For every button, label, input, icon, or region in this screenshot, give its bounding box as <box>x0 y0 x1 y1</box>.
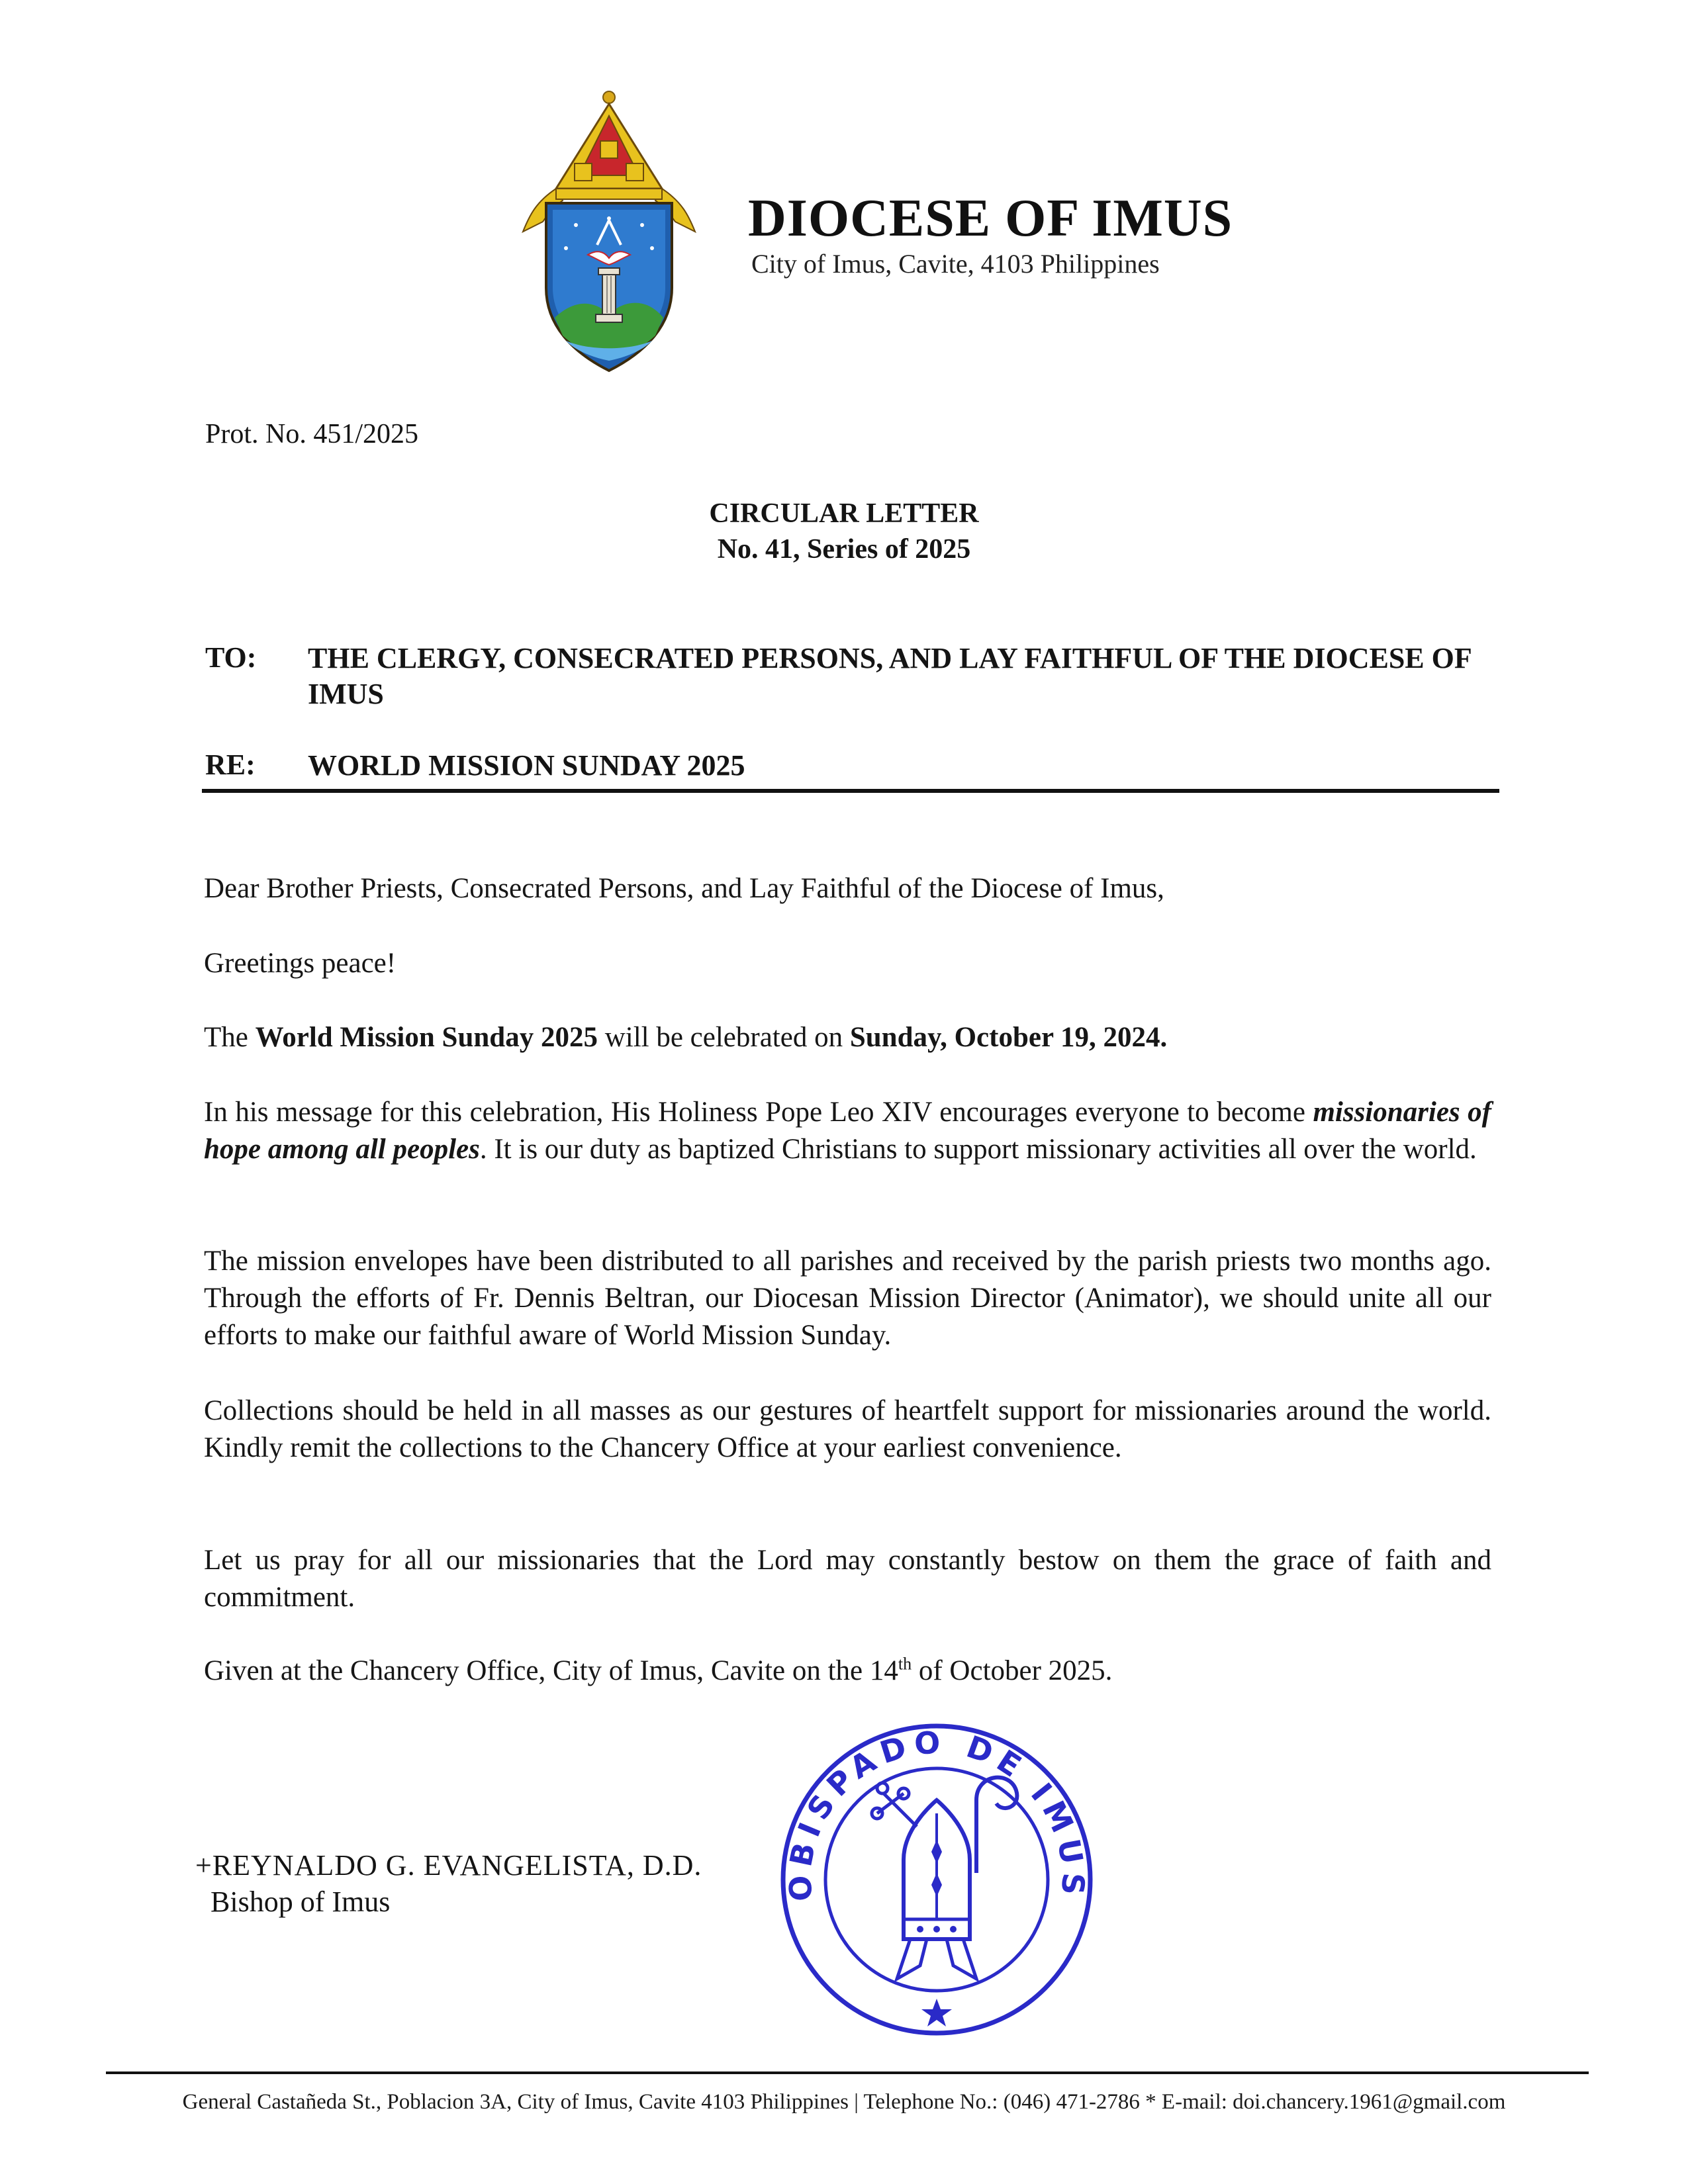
org-name: DIOCESE OF IMUS <box>748 189 1233 248</box>
paragraph-message <box>204 1094 1491 1168</box>
svg-text:OBISPADO DE IMUS: OBISPADO DE IMUS <box>782 1724 1092 1903</box>
paragraph-prayer: Let us pray for all our missionaries that the Lord may constantly bestow on them the grace of faith and commitment. <box>204 1545 1491 1613</box>
signatory-name: +REYNALDO G. EVANGELISTA, D.D. <box>195 1849 702 1882</box>
footer-divider <box>106 2071 1589 2074</box>
given-text-a: Given at the Chancery Office, City of Imus, Cavite on the 14 <box>204 1655 898 1686</box>
p1-text-c: will be celebrated on <box>597 1022 850 1053</box>
org-address: City of Imus, Cavite, 4103 Philippines <box>751 249 1160 279</box>
event-name: World Mission Sunday 2025 <box>255 1022 598 1053</box>
signatory-title: Bishop of Imus <box>211 1886 391 1918</box>
paragraph-date <box>204 1019 1491 1056</box>
circular-title: CIRCULAR LETTER <box>709 498 979 529</box>
event-date: Sunday, October 19, 2024. <box>849 1022 1168 1053</box>
to-recipients: THE CLERGY, CONSECRATED PERSONS, AND LAY FAITHFUL OF THE DIOCESE OF IMUS <box>308 642 1472 710</box>
to-label: TO: <box>205 641 257 674</box>
prot-number: Prot. No. 451/2025 <box>205 419 419 449</box>
paragraph-envelopes: The mission envelopes have been distributed to all parishes and received by the parish priests two months ago. Through the efforts of Fr. Dennis Beltran, our Diocesan Mission Director (Animator), we should unite all our efforts to make our faithful aware of World Mission Sunday. <box>204 1246 1491 1351</box>
given-superscript: th <box>898 1654 912 1674</box>
diocese-crest-logo <box>516 89 702 374</box>
given-text-b: of October 2025. <box>912 1655 1113 1686</box>
header-divider <box>202 789 1499 793</box>
p1-text-a: The <box>204 1022 256 1053</box>
re-label: RE: <box>205 749 256 781</box>
circular-number: No. 41, Series of 2025 <box>717 534 971 565</box>
p2-text-a: In his message for this celebration, His Holiness Pope Leo XIV encourages everyone to become <box>204 1097 1313 1128</box>
footer-contact: General Castañeda St., Poblacion 3A, City of Imus, Cavite 4103 Philippines | Telephone No.: (046) 471-2786 * E-mail: doi.chancery.1961@gmail.com <box>182 2090 1506 2114</box>
greeting: Greetings peace! <box>204 948 397 979</box>
p2-text-c: . It is our duty as baptized Christians to support missionary activities all over the world. <box>479 1134 1477 1165</box>
given-at-line <box>204 1653 1491 1690</box>
salutation: Dear Brother Priests, Consecrated Persons, and Lay Faithful of the Diocese of Imus, <box>204 873 1164 904</box>
re-subject: WORLD MISSION SUNDAY 2025 <box>308 749 745 782</box>
obispado-seal-stamp <box>778 1721 1096 2038</box>
message-theme: missionaries of hope among all peoples <box>204 1097 1492 1165</box>
paragraph-collections: Collections should be held in all masses as our gestures of heartfelt support for missionaries around the world. Kindly remit the collections to the Chancery Office at your earliest convenience. <box>204 1395 1491 1463</box>
